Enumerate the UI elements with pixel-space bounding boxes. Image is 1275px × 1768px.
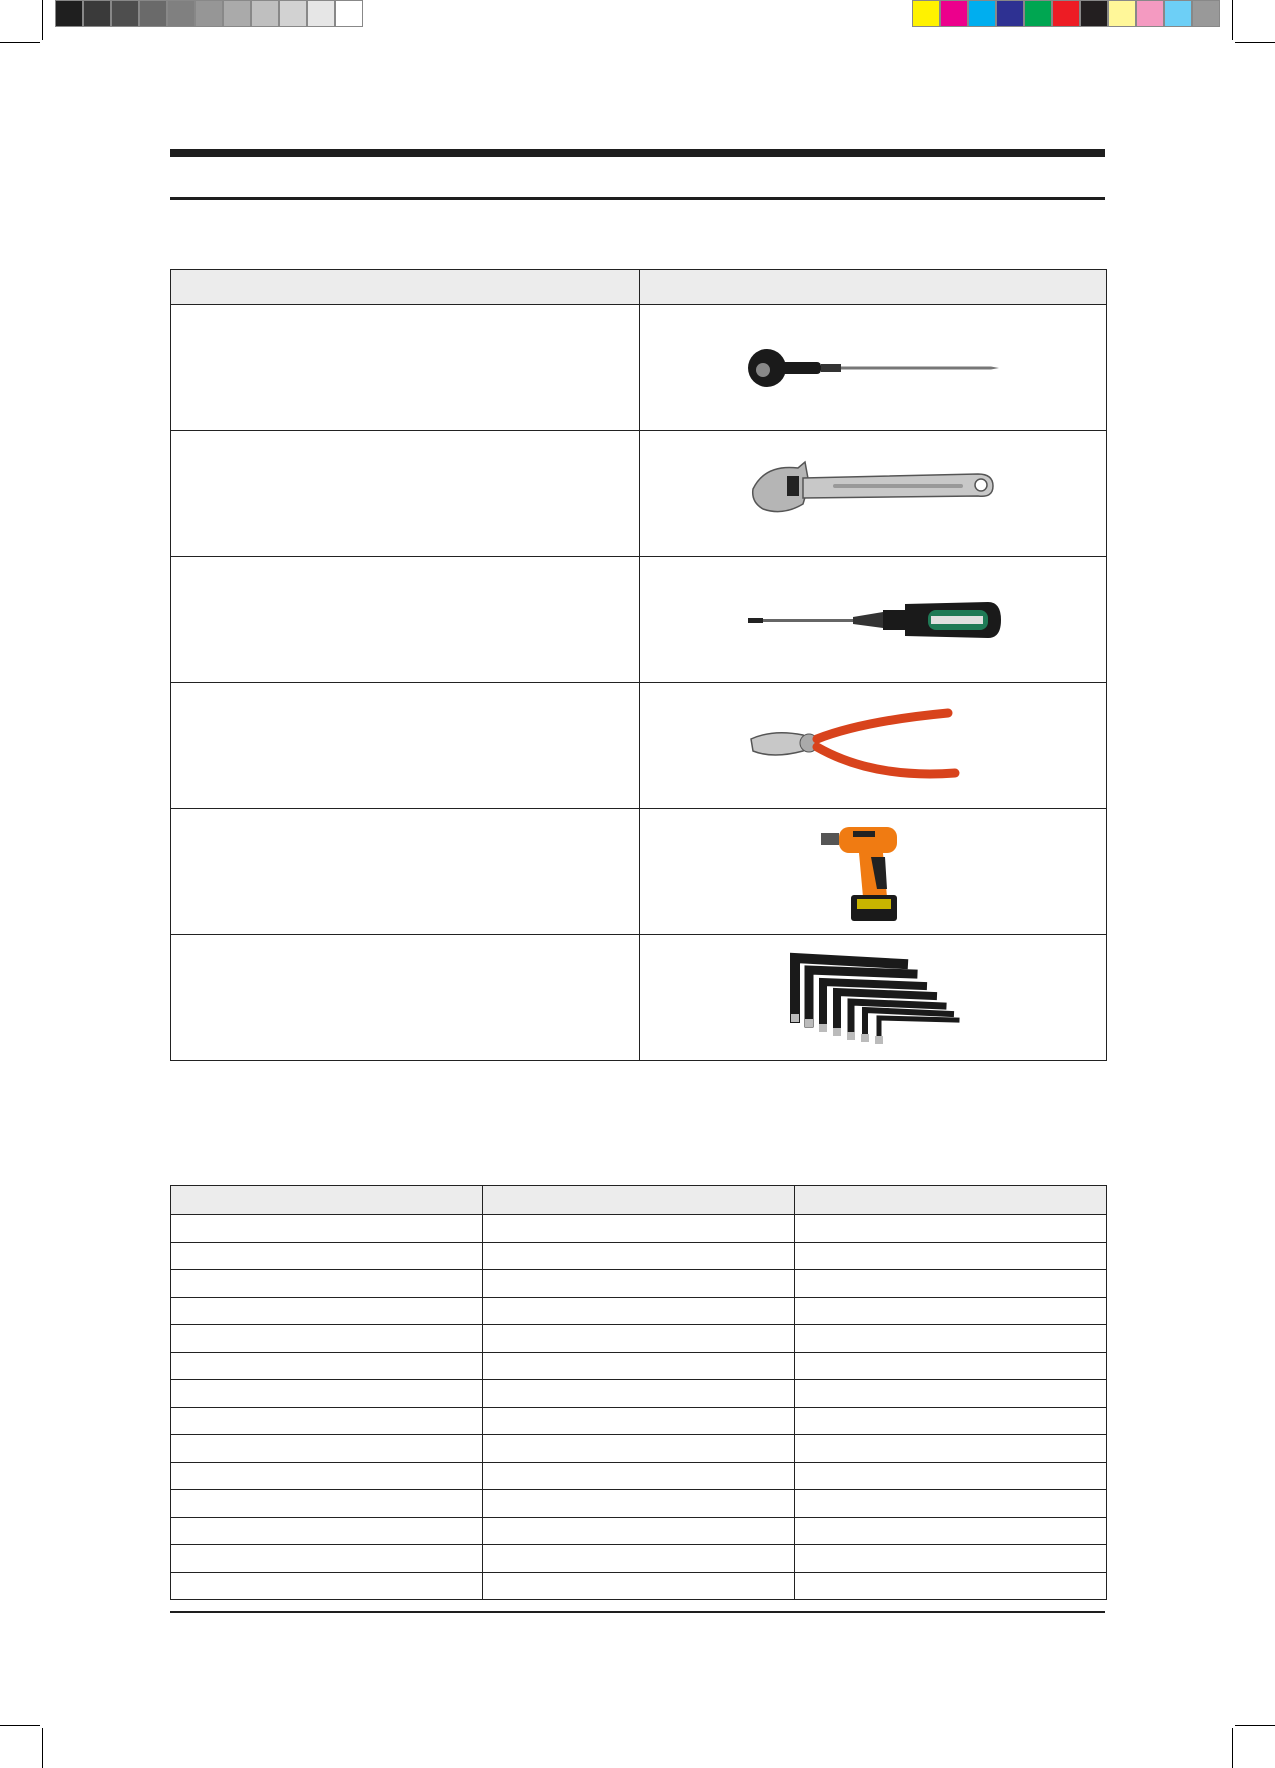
tool-name [171, 431, 640, 557]
table-row [171, 1325, 1107, 1353]
crop-mark [0, 1725, 40, 1726]
table-cell [483, 1545, 795, 1573]
calibration-swatch [1080, 0, 1108, 27]
tool-name [171, 557, 640, 683]
table-row [171, 935, 1107, 1061]
table-cell [171, 1270, 483, 1298]
calibration-swatch [195, 0, 223, 27]
tools-table-header [171, 270, 1107, 305]
calibration-swatch [251, 0, 279, 27]
crop-mark [1235, 1725, 1275, 1726]
table-row [171, 683, 1107, 809]
calibration-swatch [1136, 0, 1164, 27]
table-cell [171, 1462, 483, 1490]
calibration-swatch [968, 0, 996, 27]
table-row [171, 1270, 1107, 1298]
table-cell [795, 1435, 1107, 1463]
table-cell [171, 1352, 483, 1380]
table-cell [483, 1517, 795, 1545]
calibration-swatch [55, 0, 83, 27]
table-row [171, 305, 1107, 431]
table-cell [171, 1435, 483, 1463]
table-row [171, 1380, 1107, 1408]
ratchet-screwdriver-icon [743, 338, 1003, 398]
calibration-swatch [307, 0, 335, 27]
table-row [171, 1435, 1107, 1463]
tools-header-image [640, 270, 1107, 305]
table-cell [171, 1242, 483, 1270]
tool-name [171, 809, 640, 935]
tool-name [171, 305, 640, 431]
table-cell [171, 1490, 483, 1518]
table-row [171, 1517, 1107, 1545]
parts-header-col3 [795, 1186, 1107, 1215]
table-row [171, 1572, 1107, 1600]
table-cell [795, 1325, 1107, 1353]
table-cell [171, 1215, 483, 1243]
calibration-swatch [279, 0, 307, 27]
parts-header-col1 [171, 1186, 483, 1215]
table-cell [795, 1545, 1107, 1573]
calibration-swatch [223, 0, 251, 27]
table-row [171, 431, 1107, 557]
table-cell [483, 1407, 795, 1435]
header-rule-thick [170, 149, 1105, 157]
calibration-swatch [912, 0, 940, 27]
table-cell [795, 1215, 1107, 1243]
table-cell [171, 1407, 483, 1435]
calibration-swatch [335, 0, 363, 27]
calibration-swatch [940, 0, 968, 27]
calibration-swatch [1052, 0, 1080, 27]
table-row [171, 1490, 1107, 1518]
tool-name [171, 683, 640, 809]
adjustable-wrench-icon [743, 454, 1003, 534]
calibration-swatch [1108, 0, 1136, 27]
crop-mark [42, 0, 43, 40]
table-cell [171, 1297, 483, 1325]
cordless-drill-icon [813, 819, 933, 924]
tools-table [170, 269, 1107, 1061]
parts-header-col2 [483, 1186, 795, 1215]
parts-table [170, 1185, 1107, 1600]
crop-mark [1235, 42, 1275, 43]
table-cell [795, 1270, 1107, 1298]
table-cell [795, 1572, 1107, 1600]
table-row [171, 1242, 1107, 1270]
table-cell [483, 1242, 795, 1270]
crop-mark [42, 1728, 43, 1768]
table-cell [795, 1462, 1107, 1490]
crop-mark [1232, 0, 1233, 40]
crop-mark [0, 42, 40, 43]
calibration-swatch [139, 0, 167, 27]
table-cell [171, 1380, 483, 1408]
table-row [171, 1352, 1107, 1380]
table-cell [483, 1297, 795, 1325]
tool-name [171, 935, 640, 1061]
calibration-swatch [111, 0, 139, 27]
table-cell [795, 1380, 1107, 1408]
table-cell [171, 1572, 483, 1600]
table-cell [795, 1490, 1107, 1518]
footer-rule [170, 1611, 1105, 1613]
diagonal-pliers-icon [743, 701, 1003, 791]
header-rule [170, 197, 1105, 200]
parts-table-body [171, 1215, 1107, 1600]
table-cell [795, 1352, 1107, 1380]
flat-screwdriver-icon [743, 590, 1003, 650]
table-row [171, 557, 1107, 683]
table-cell [483, 1325, 795, 1353]
table-cell [795, 1297, 1107, 1325]
table-cell [483, 1572, 795, 1600]
parts-table-header [171, 1186, 1107, 1215]
calibration-swatch [1164, 0, 1192, 27]
table-cell [483, 1490, 795, 1518]
table-row [171, 1462, 1107, 1490]
table-row [171, 1297, 1107, 1325]
table-cell [171, 1545, 483, 1573]
table-cell [483, 1270, 795, 1298]
calibration-swatch [167, 0, 195, 27]
table-cell [795, 1517, 1107, 1545]
table-row [171, 1215, 1107, 1243]
table-cell [483, 1435, 795, 1463]
tools-header-name [171, 270, 640, 305]
table-cell [483, 1215, 795, 1243]
table-cell [795, 1407, 1107, 1435]
table-row [171, 1545, 1107, 1573]
crop-mark [1232, 1728, 1233, 1768]
table-cell [483, 1380, 795, 1408]
table-cell [483, 1462, 795, 1490]
calibration-swatch [83, 0, 111, 27]
table-cell [171, 1325, 483, 1353]
table-row [171, 809, 1107, 935]
table-cell [171, 1517, 483, 1545]
calibration-swatch [1192, 0, 1220, 27]
calibration-swatch [1024, 0, 1052, 27]
table-cell [483, 1352, 795, 1380]
gray-calibration-strip [55, 0, 363, 30]
calibration-swatch [996, 0, 1024, 27]
table-cell [795, 1242, 1107, 1270]
hex-key-set-icon [773, 948, 973, 1048]
table-row [171, 1407, 1107, 1435]
color-calibration-strip [912, 0, 1220, 30]
